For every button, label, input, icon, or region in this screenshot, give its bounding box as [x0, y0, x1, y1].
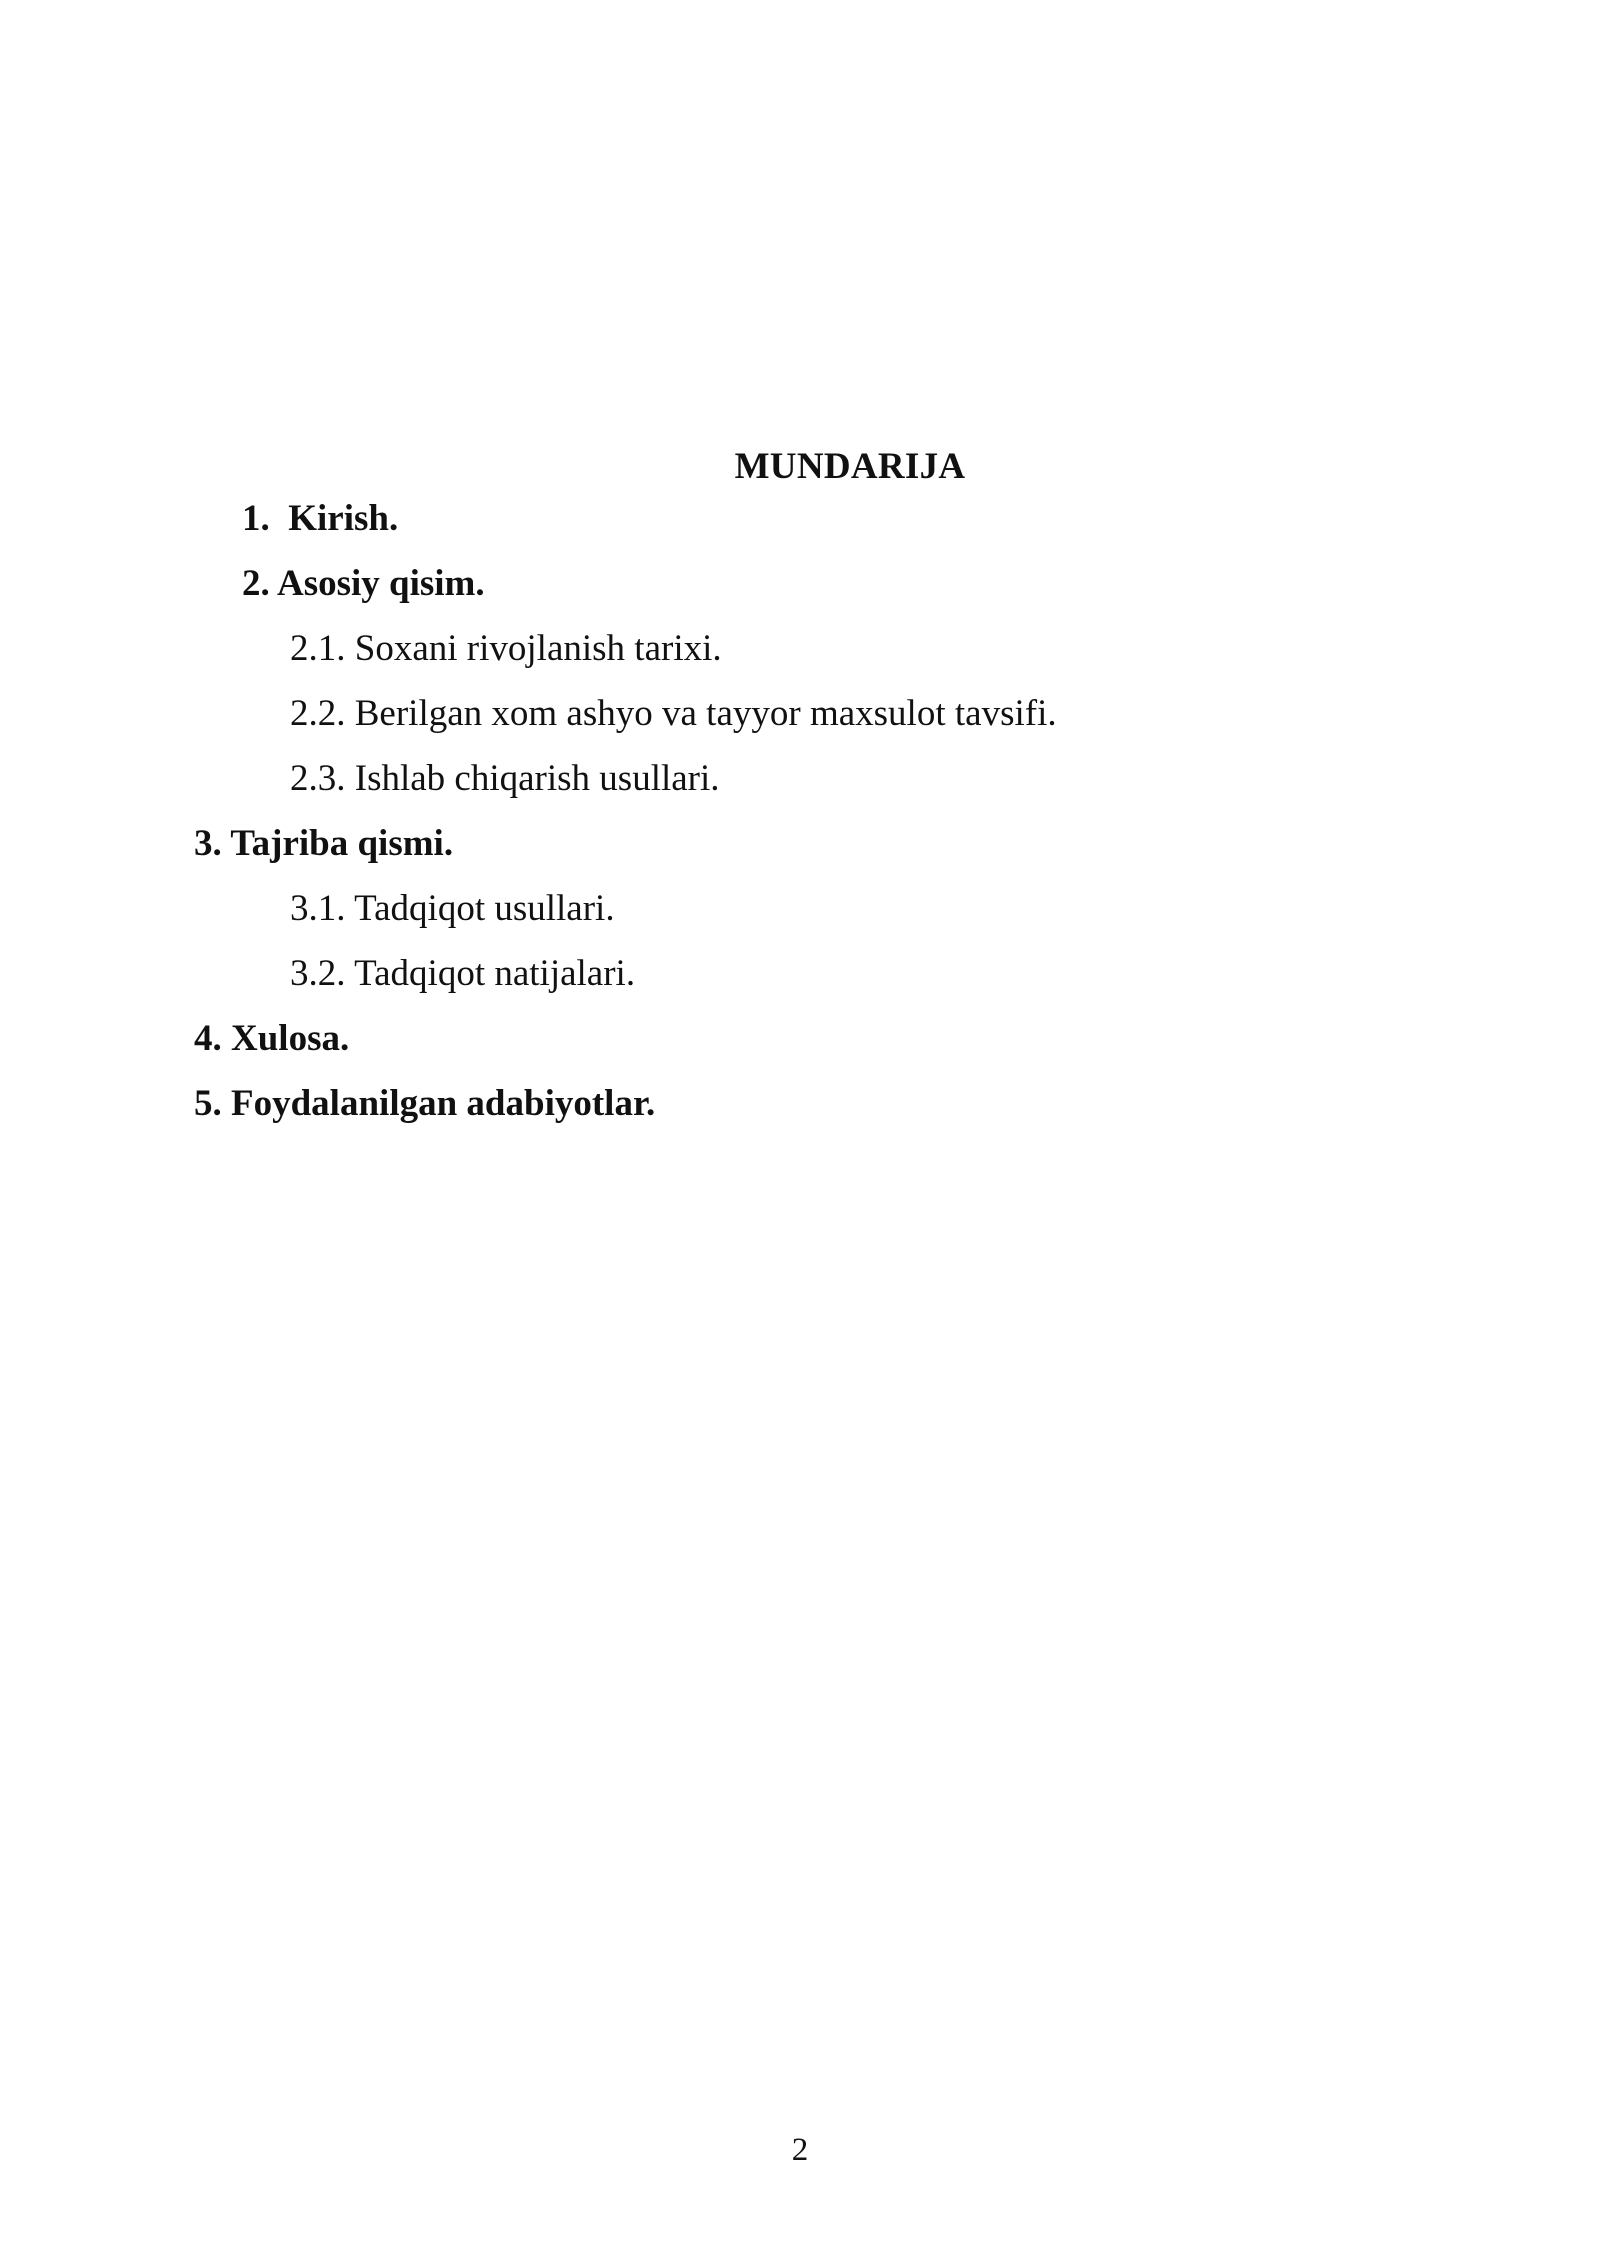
- page-number: 2: [791, 2132, 809, 2168]
- toc-item-label: Tajriba qismi.: [230, 823, 454, 864]
- toc-item-label: Tadqiqot natijalari.: [354, 953, 636, 994]
- toc-item-5: [194, 1079, 655, 1129]
- toc-item-number: 3.: [194, 823, 222, 864]
- toc-item-1: [242, 494, 398, 544]
- toc-item-2: [242, 559, 485, 609]
- toc-item-number: 2.3.: [290, 758, 346, 799]
- toc-item-2-3: [290, 754, 720, 804]
- toc-item-label: Berilgan xom ashyo va tayyor maxsulot tavsifi.: [354, 693, 1057, 734]
- toc-item-4: [194, 1014, 349, 1064]
- toc-item-label: Kirish.: [288, 498, 399, 539]
- toc-item-label: Soxani rivojlanish tarixi.: [354, 628, 722, 669]
- toc-item-number: 5.: [194, 1083, 222, 1124]
- toc-item-2-1: [290, 624, 722, 674]
- toc-item-label: Ishlab chiqarish usullari.: [354, 758, 720, 799]
- toc-item-number: 1.: [242, 498, 270, 539]
- toc-item-number: 2.2.: [290, 693, 346, 734]
- toc-item-3: [194, 819, 453, 869]
- toc-item-number: 4.: [194, 1018, 222, 1059]
- toc-item-number: 2.1.: [290, 628, 346, 669]
- toc-item-number: 3.2.: [290, 953, 346, 994]
- toc-item-label: Asosiy qisim.: [276, 563, 485, 604]
- toc-item-3-1: [290, 884, 615, 934]
- toc-item-label: Xulosa.: [231, 1018, 350, 1059]
- toc-title: MUNDARIJA: [734, 446, 966, 487]
- toc-item-number: 2.: [242, 563, 270, 604]
- toc-item-3-2: [290, 949, 635, 999]
- toc-item-number: 3.1.: [290, 888, 346, 929]
- toc-item-label: Foydalanilgan adabiyotlar.: [231, 1083, 656, 1124]
- toc-item-label: Tadqiqot usullari.: [354, 888, 615, 929]
- toc-item-2-2: [290, 689, 1057, 739]
